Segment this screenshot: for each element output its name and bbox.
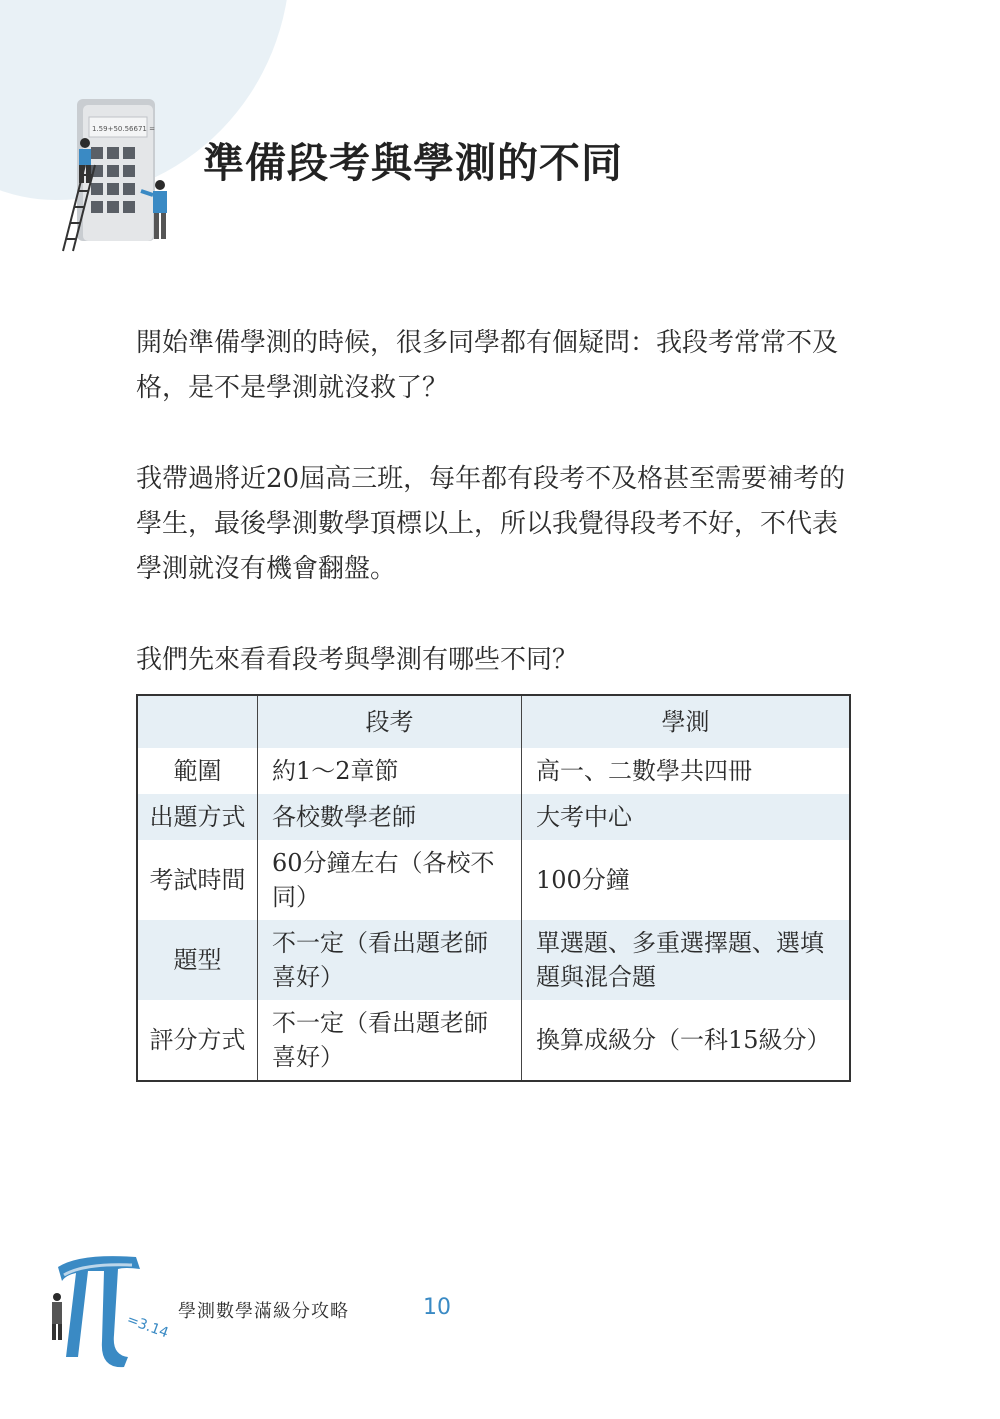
footer-book-title: 學測數學滿級分攻略: [178, 1301, 349, 1322]
table-row: [137, 920, 850, 1000]
table-category-cell: 評分方式: [137, 1000, 258, 1081]
table-cell: 單選題、多重選擇題、選填題與混合題: [522, 920, 851, 1000]
pi-symbol-illustration-icon: [40, 1245, 170, 1375]
intro-paragraph: 開始準備學測的時候，很多同學都有個疑問：我段考常常不及格，是不是學測就沒救了？: [136, 328, 839, 403]
comparison-table: [136, 694, 851, 1082]
table-cell: 約1～2章節: [258, 748, 522, 794]
table-category-cell: 出題方式: [137, 794, 258, 840]
table-header-cell: 學測: [522, 695, 851, 748]
footer-page-number: 10: [423, 1295, 451, 1320]
table-cell: 高一、二數學共四冊: [522, 748, 851, 794]
table-category-cell: 考試時間: [137, 840, 258, 920]
pi-caption: =3.14: [124, 1311, 170, 1342]
page-title: 準備段考與學測的不同: [203, 139, 623, 187]
table-cell: 不一定（看出題老師喜好）: [258, 1000, 522, 1081]
calculator-illustration-icon: [55, 95, 185, 255]
table-cell: 不一定（看出題老師喜好）: [258, 920, 522, 1000]
table-row: [137, 1000, 850, 1081]
table-cell: 換算成級分（一科15級分）: [522, 1000, 851, 1081]
calculator-display: 1.59+50.56671 =: [92, 125, 155, 133]
table-cell: 60分鐘左右（各校不同）: [258, 840, 522, 920]
table-cell: 大考中心: [522, 794, 851, 840]
experience-paragraph: 我帶過將近20屆高三班，每年都有段考不及格甚至需要補考的學生，最後學測數學頂標以上，所以我覺得段考不好，不代表學測就沒有機會翻盤。: [136, 464, 846, 584]
table-row: [137, 840, 850, 920]
table-row: [137, 748, 850, 794]
table-row: [137, 794, 850, 840]
table-header-cell: [137, 695, 258, 748]
table-cell: 100分鐘: [522, 840, 851, 920]
table-category-cell: 題型: [137, 920, 258, 1000]
table-category-cell: 範圍: [137, 748, 258, 794]
table-cell: 各校數學老師: [258, 794, 522, 840]
table-intro-paragraph: 我們先來看看段考與學測有哪些不同？: [136, 645, 579, 675]
table-header-row: [137, 695, 850, 748]
table-header-cell: 段考: [258, 695, 522, 748]
